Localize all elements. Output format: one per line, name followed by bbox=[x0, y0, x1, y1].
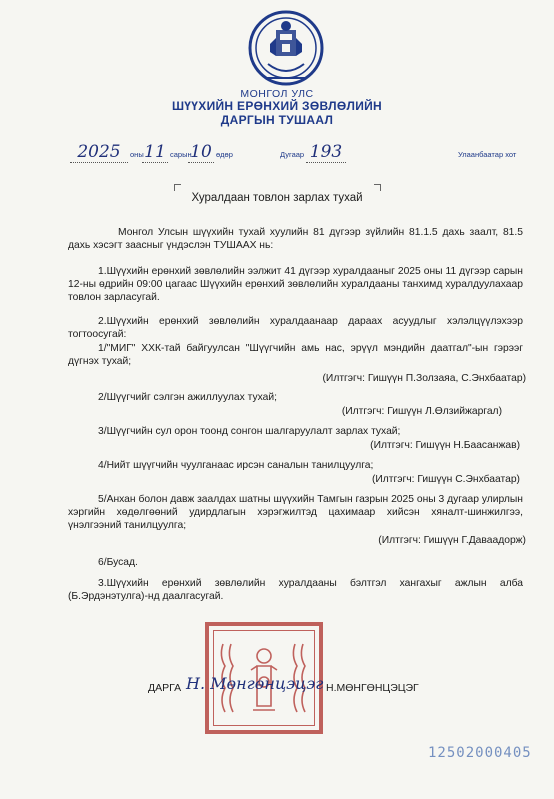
state-emblem-icon bbox=[246, 8, 326, 88]
intro-paragraph: Монгол Улсын шүүхийн тухай хуулийн 81 дүгээр зүйлийн 81.1.5 дахь заалт, 81.5 дахь хэсэгт заасныг үндэслэн ТУШААХ нь: bbox=[68, 227, 523, 252]
registration-number-stamp: 12502000405 bbox=[428, 745, 532, 761]
paragraph-1: 1.Шүүхийн ерөнхий зөвлөлийн ээлжит 41 дүгээр хуралдааныг 2025 оны 11 дүгээр сарын 12-ны өдрийн 09:00 цагаас Шүүхийн ерөнхий зөвлөлийн хуралдааны танхимд хуралдуулахаар товлон зарласугай. bbox=[68, 266, 523, 304]
day-suffix: өдөр bbox=[216, 150, 233, 159]
handwritten-signature: Н. Мөнгөнцэцэг bbox=[186, 674, 324, 693]
subject-corner-right bbox=[374, 184, 381, 191]
agenda-item-2-speaker: (Илтгэгч: Гишүүн Л.Өлзийжаргал) bbox=[341, 406, 502, 417]
number-label: Дугаар bbox=[280, 150, 305, 159]
signatory-name: Н.МӨНГӨНЦЭЦЭГ bbox=[326, 682, 419, 694]
header-council: ШҮҮХИЙН ЕРӨНХИЙ ЗӨВЛӨЛИЙН bbox=[171, 99, 383, 113]
decree-meta-row bbox=[70, 142, 530, 164]
paragraph-3: 3.Шүүхийн ерөнхий зөвлөлийн хуралдааны бэлтгэл хангахыг ажлын алба (Б.Эрдэнэтулга)-нд даалгасугай. bbox=[68, 578, 523, 603]
header-decree-type: ДАРГЫН ТУШААЛ bbox=[220, 113, 334, 127]
agenda-item-3: 3/Шүүгчийн сул орон тоонд сонгон шалгаруулалт зарлах тухай; bbox=[98, 426, 401, 437]
decree-subject: Хуралдаан товлон зарлах тухай bbox=[191, 192, 363, 204]
header-country: МОНГОЛ УЛС bbox=[240, 88, 314, 100]
decree-year: 2025 bbox=[70, 142, 128, 163]
agenda-item-5-speaker: (Илтгэгч: Гишүүн Г.Даваадорж) bbox=[378, 535, 526, 546]
decree-number: 193 bbox=[306, 142, 346, 163]
agenda-item-4: 4/Нийт шүүгчийн чуулганаас ирсэн саналын танилцуулга; bbox=[98, 460, 374, 471]
signatory-title: ДАРГА bbox=[148, 682, 182, 694]
year-suffix: оны bbox=[130, 150, 144, 159]
agenda-item-1: 1/"МИГ" ХХК-тай байгуулсан "Шүүгчийн амь нас, эрүүл мэндийн даатгал"-ын гэрээг дүгнэх тухай; bbox=[68, 343, 523, 368]
decree-month: 11 bbox=[142, 142, 168, 163]
agenda-item-4-speaker: (Илтгэгч: Гишүүн С.Энхбаатар) bbox=[371, 474, 520, 485]
subject-corner-left bbox=[174, 184, 181, 191]
month-suffix: сарын bbox=[170, 150, 192, 159]
decree-day: 10 bbox=[188, 142, 214, 163]
paragraph-2: 2.Шүүхийн ерөнхий зөвлөлийн хуралдаанаар дараах асуудлыг хэлэлцүүлэхээр тогтоосугай: bbox=[68, 316, 523, 341]
city-label: Улаанбаатар хот bbox=[458, 150, 517, 159]
agenda-item-3-speaker: (Илтгэгч: Гишүүн Н.Баасанжав) bbox=[370, 440, 520, 451]
agenda-item-2: 2/Шүүгчийг сэлгэн ажиллуулах тухай; bbox=[98, 392, 277, 403]
agenda-item-6: 6/Бусад. bbox=[98, 557, 138, 568]
agenda-item-1-speaker: (Илтгэгч: Гишүүн П.Золзаяа, С.Энхбаатар) bbox=[322, 373, 526, 384]
agenda-item-5: 5/Анхан болон давж заалдах шатны шүүхийн Тамгын газрын 2025 оны 3 дугаар улирлын хэргийн хөдөлгөөний удирдлагын хэрэгжилтэд цахимаар хийсэн хяналт-шинжилгээ, үнэлгээний танилцуулга; bbox=[68, 494, 523, 532]
